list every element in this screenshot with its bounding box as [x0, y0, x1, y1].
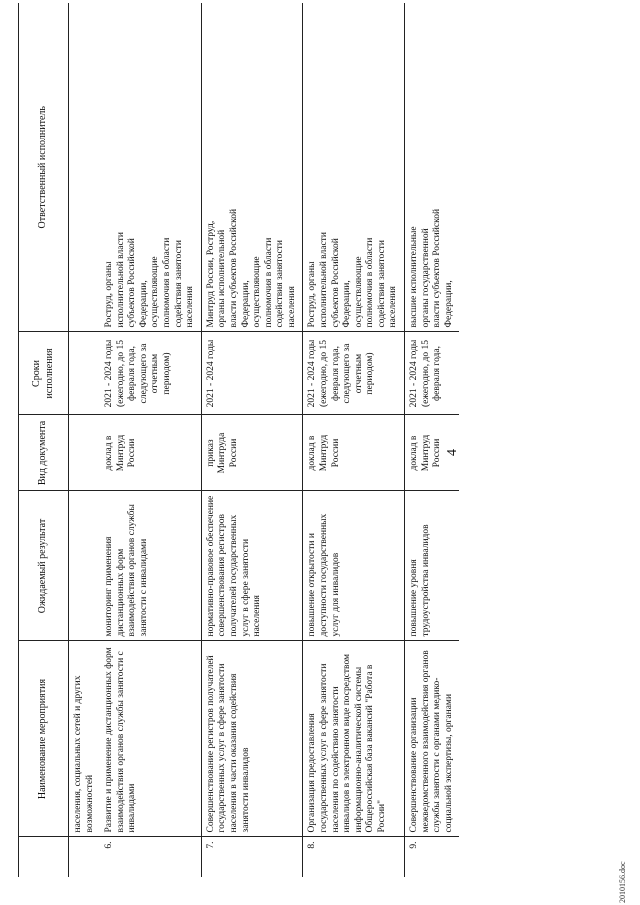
row-name: Развитие и применение дистанционных форм взаимодействия органов службы занятости с инвалидами [100, 641, 201, 837]
row-deadline: 2021 - 2024 годы (ежегодно, до 15 февраля года, следующего за отчетным периодом) [303, 332, 405, 415]
row-result: нормативно-правовое обеспечение совершенствования регистров получателей государственных услуг в сфере занятости населения [201, 491, 303, 641]
row-doctype: доклад в Минтруд России [303, 415, 405, 491]
row-doctype: приказ Минтруда России [201, 415, 303, 491]
row-executor: Роструд, органы исполнительной власти субъектов Российской Федерации, осуществляющие полномочия в области содействия занятости населения [307, 232, 399, 328]
row-result: мониторинг применения дистанционных форм взаимодействия органов службы занятости с инвалидами [100, 491, 201, 641]
table-row [100, 3, 201, 877]
row-executor [69, 3, 101, 332]
row-doctype: доклад в Минтруд России [100, 415, 201, 491]
table-row [405, 3, 460, 877]
document-filename: 2010156.doc [618, 861, 627, 903]
row-num: 8. [303, 837, 405, 877]
row-doctype [69, 415, 101, 491]
header-result: Ожидаемый результат [19, 491, 69, 641]
row-deadline: 2021 - 2024 годы (ежегодно, до 15 февраля года, следующего за отчетным периодом) [100, 332, 201, 415]
row-result: повышение открытости и доступности государственных услуг для инвалидов [303, 491, 405, 641]
table-row [201, 3, 303, 877]
row-name: Совершенствование регистров получателей государственных услуг в сфере занятости населения в части оказания содействия занятости инвалидов [201, 641, 303, 837]
row-deadline [69, 332, 101, 415]
table-row [69, 3, 101, 877]
action-plan-table [18, 3, 459, 877]
row-deadline: 2021 - 2024 годы [201, 332, 303, 415]
row-doctype: доклад в Минтруд России [405, 415, 460, 491]
row-result [69, 491, 101, 641]
header-doctype: Вид документа [19, 415, 69, 491]
row-num: 7. [201, 837, 303, 877]
row-result: повышение уровня трудоустройства инвалидов [405, 491, 460, 641]
row-name: Организация предоставления государственных услуг в сфере занятости населения по содействию занятости инвалидов в электронном виде посредством информационно-аналитической системы Общероссийская база вакансий "Работа в России" [303, 641, 405, 837]
row-executor: Минтруд России, Роструд, органы исполнительной власти субъектов Российской Федерации, осуществляющие полномочия в области содействия занятости населения [205, 208, 297, 328]
header-deadline: Сроки исполнения [19, 332, 69, 415]
row-executor: высшие исполнительные органы государственной власти субъектов Российской Федерации, [409, 208, 454, 328]
header-executor: Ответственный исполнитель [19, 3, 69, 332]
row-name: Совершенствование организации межведомственного взаимодействия органов службы занятости с органами медико-социальной экспертизы, органами [405, 641, 460, 837]
row-executor: Роструд, органы исполнительной власти субъектов Российской Федерации, осуществляющие полномочия в области содействия занятости населения [104, 232, 196, 328]
row-name: населения, социальных сетей и других возможностей [69, 641, 101, 837]
row-num: 6. [100, 837, 201, 877]
row-deadline: 2021 - 2024 годы (ежегодно, до 15 февраля года, [405, 332, 460, 415]
table-row [303, 3, 405, 877]
header-num [19, 837, 69, 877]
header-name: Наименование мероприятия [19, 641, 69, 837]
row-num [69, 837, 101, 877]
table-header-row [19, 3, 69, 877]
page-number: 4 [445, 449, 460, 456]
row-num: 9. [405, 837, 460, 877]
